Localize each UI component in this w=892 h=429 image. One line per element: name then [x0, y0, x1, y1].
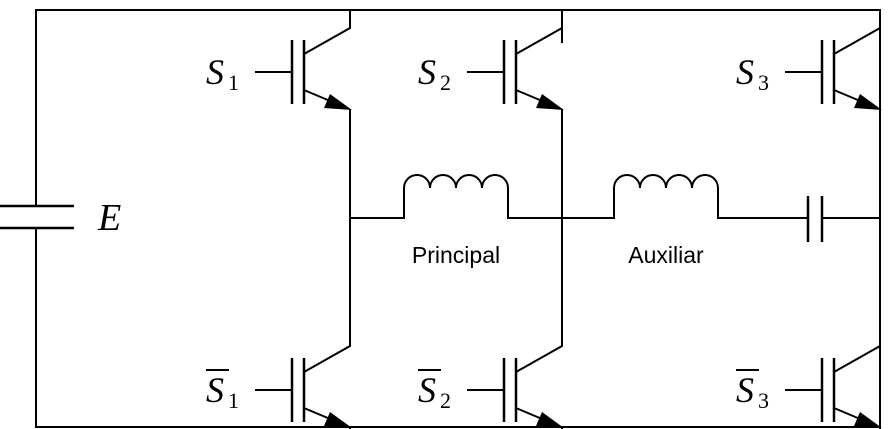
switch-bottom-3: [736, 328, 882, 428]
switch-top-3-label: S: [736, 52, 754, 92]
principal-label: Principal: [411, 242, 501, 268]
switch-top-1-label: S: [206, 52, 224, 92]
switch-bottom-2-emitter-arrow: [536, 412, 564, 428]
switch-bottom-1-label: S: [206, 370, 224, 410]
auxiliar-label: Auxiliar: [628, 242, 704, 268]
switch-bottom-3-collector: [834, 328, 880, 372]
switch-bottom-2-label-subscript: 2: [440, 388, 451, 413]
principal-inductor: [404, 175, 508, 218]
switch-bottom-1: [206, 328, 352, 428]
switch-bottom-3-label-subscript: 3: [758, 388, 769, 413]
switch-bottom-2: [418, 328, 564, 428]
switch-top-2-label-subscript: 2: [440, 70, 451, 95]
switch-top-3-label-subscript: 3: [758, 70, 769, 95]
output-network: [350, 175, 880, 268]
switch-bottom-1-label-subscript: 1: [228, 388, 239, 413]
switch-top-2-emitter-arrow: [536, 94, 564, 110]
switch-bottom-3-emitter-arrow: [854, 412, 882, 428]
source-label: E: [98, 197, 122, 239]
switch-bottom-2-collector: [516, 328, 562, 372]
switch-bottom-1-emitter-arrow: [324, 412, 352, 428]
switch-top-1-collector: [304, 10, 350, 54]
switch-top-1-emitter-arrow: [324, 94, 352, 110]
switch-bottom-3-label: S: [736, 370, 754, 410]
switch-top-2-label: S: [418, 52, 436, 92]
dc-source: [0, 197, 121, 239]
switch-top-3-collector: [834, 10, 880, 54]
auxiliar-inductor: [614, 175, 718, 218]
switch-top-3: [736, 10, 882, 110]
switch-top-2: [418, 10, 564, 110]
switch-top-1: [206, 10, 352, 110]
switch-top-1-label-subscript: 1: [228, 70, 239, 95]
switch-top-3-emitter-arrow: [854, 94, 882, 110]
switch-bottom-1-collector: [304, 328, 350, 372]
switch-bottom-2-label: S: [418, 370, 436, 410]
switch-top-2-collector: [516, 10, 562, 54]
